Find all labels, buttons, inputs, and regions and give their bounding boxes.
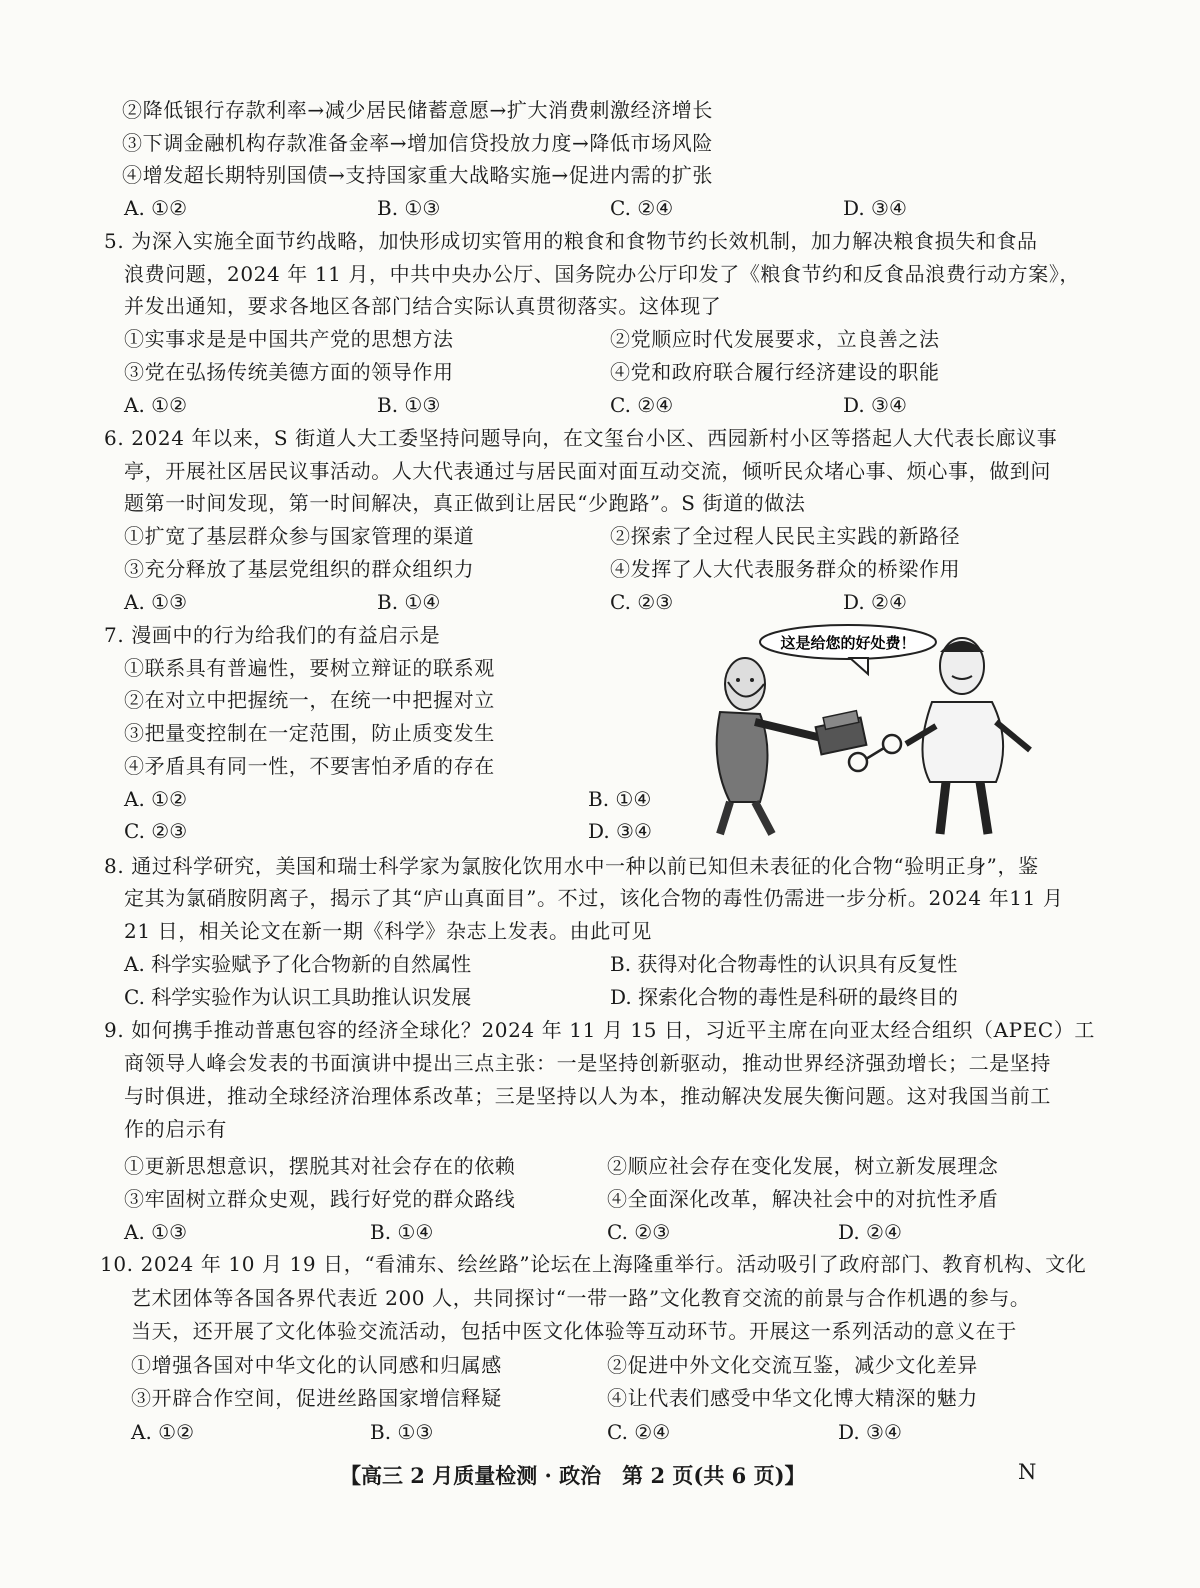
q7-statement-1: ①联系具有普遍性，要树立辩证的联系观 bbox=[124, 656, 495, 680]
q6-option-a[interactable]: A. ①③ bbox=[124, 590, 188, 614]
q5-statement-4: ④党和政府联合履行经济建设的职能 bbox=[610, 360, 940, 384]
q10-option-c[interactable]: C. ②④ bbox=[607, 1420, 671, 1444]
q6-stem-line-1: 6. 2024 年以来，S 街道人大工委坚持问题导向，在文玺台小区、西园新村小区等搭起人大代表长廊议事 bbox=[104, 426, 1058, 450]
q9-stem-line-4: 作的启示有 bbox=[124, 1117, 227, 1141]
q5-stem-line-2: 浪费问题，2024 年 11 月，中共中央办公厅、国务院办公厅印发了《粮食节约和反食品浪费行动方案》， bbox=[124, 262, 1081, 286]
q6-option-b[interactable]: B. ①④ bbox=[377, 590, 441, 614]
q4-statement-4: ④增发超长期特别国债→支持国家重大战略实施→促进内需的扩张 bbox=[122, 163, 713, 187]
q6-statement-3: ③充分释放了基层党组织的群众组织力 bbox=[124, 557, 475, 581]
page-footer: 【高三 2 月质量检测 · 政治 第 2 页(共 6 页)】 bbox=[340, 1463, 806, 1488]
q7-option-c[interactable]: C. ②③ bbox=[124, 819, 188, 843]
q5-option-a[interactable]: A. ①② bbox=[124, 393, 188, 417]
q10-statement-2: ②促进中外文化交流互鉴，减少文化差异 bbox=[607, 1353, 978, 1377]
q6-statement-2: ②探索了全过程人民民主实践的新路径 bbox=[610, 524, 961, 548]
q5-stem-line-1: 5. 为深入实施全面节约战略，加快形成切实管用的粮食和食物节约长效机制，加力解决粮食损失和食品 bbox=[104, 229, 1038, 253]
q7-option-a[interactable]: A. ①② bbox=[124, 787, 188, 811]
q7-option-b[interactable]: B. ①④ bbox=[588, 787, 652, 811]
q6-statement-1: ①扩宽了基层群众参与国家管理的渠道 bbox=[124, 524, 475, 548]
q10-stem-line-3: 当天，还开展了文化体验交流活动，包括中医文化体验等互动环节。开展这一系列活动的意义在于 bbox=[131, 1319, 1017, 1343]
q9-statement-4: ④全面深化改革，解决社会中的对抗性矛盾 bbox=[607, 1187, 999, 1211]
q9-statement-1: ①更新思想意识，摆脱其对社会存在的依赖 bbox=[124, 1154, 516, 1178]
briber-figure bbox=[717, 658, 830, 834]
q5-stem-line-3: 并发出通知，要求各地区各部门结合实际认真贯彻落实。这体现了 bbox=[124, 294, 722, 318]
q9-option-b[interactable]: B. ①④ bbox=[370, 1220, 434, 1244]
q10-statement-4: ④让代表们感受中华文化博大精深的魅力 bbox=[607, 1386, 978, 1410]
q5-option-d[interactable]: D. ③④ bbox=[843, 393, 907, 417]
version-mark: N bbox=[1018, 1460, 1037, 1484]
q6-option-d[interactable]: D. ②④ bbox=[843, 590, 907, 614]
q9-statement-3: ③牢固树立群众史观，践行好党的群众路线 bbox=[124, 1187, 516, 1211]
q8-stem-line-1: 8. 通过科学研究，美国和瑞士科学家为氯胺化饮用水中一种以前已知但未表征的化合物“验明正身”，鉴 bbox=[104, 854, 1039, 878]
q5-statement-1: ①实事求是是中国共产党的思想方法 bbox=[124, 327, 454, 351]
q8-option-d[interactable]: D. 探索化合物的毒性是科研的最终目的 bbox=[610, 985, 959, 1009]
q9-statement-2: ②顺应社会存在变化发展，树立新发展理念 bbox=[607, 1154, 999, 1178]
q9-stem-line-1: 9. 如何携手推动普惠包容的经济全球化？2024 年 11 月 15 日，习近平主席在向亚太经合组织（APEC）工 bbox=[104, 1018, 1096, 1042]
q5-option-c[interactable]: C. ②④ bbox=[610, 393, 674, 417]
q4-option-c[interactable]: C. ②④ bbox=[610, 196, 674, 220]
q10-option-b[interactable]: B. ①③ bbox=[370, 1420, 434, 1444]
q9-stem-line-3: 与时俱进，推动全球经济治理体系改革；三是坚持以人为本，推动解决发展失衡问题。这对我国当前工 bbox=[124, 1084, 1051, 1108]
cartoon-illustration bbox=[700, 622, 1050, 837]
q8-option-b[interactable]: B. 获得对化合物毒性的认识具有反复性 bbox=[610, 952, 958, 976]
q6-stem-line-3: 题第一时间发现，第一时间解决，真正做到让居民“少跑路”。S 街道的做法 bbox=[124, 491, 806, 515]
q4-statement-2: ②降低银行存款利率→减少居民储蓄意愿→扩大消费刺激经济增长 bbox=[122, 98, 713, 122]
q7-statement-2: ②在对立中把握统一，在统一中把握对立 bbox=[124, 688, 495, 712]
q10-statement-1: ①增强各国对中华文化的认同感和归属感 bbox=[131, 1353, 502, 1377]
q10-option-a[interactable]: A. ①② bbox=[131, 1420, 195, 1444]
q4-option-a[interactable]: A. ①② bbox=[124, 196, 188, 220]
q5-statement-2: ②党顺应时代发展要求，立良善之法 bbox=[610, 327, 940, 351]
q5-option-b[interactable]: B. ①③ bbox=[377, 393, 441, 417]
speech-bubble-text: 这是给您的好处费！ bbox=[780, 634, 916, 652]
q9-option-d[interactable]: D. ②④ bbox=[838, 1220, 902, 1244]
q10-stem-line-1: 10. 2024 年 10 月 19 日，“看浦东、绘丝路”论坛在上海隆重举行。活动吸引了政府部门、教育机构、文化 bbox=[100, 1252, 1087, 1276]
q7-stem-line-1: 7. 漫画中的行为给我们的有益启示是 bbox=[104, 623, 441, 647]
q6-stem-line-2: 亭，开展社区居民议事活动。人大代表通过与居民面对面互动交流，倾听民众堵心事、烦心事，做到问 bbox=[124, 459, 1051, 483]
q9-option-a[interactable]: A. ①③ bbox=[124, 1220, 188, 1244]
q8-stem-line-2: 定其为氯硝胺阴离子，揭示了其“庐山真面目”。不过，该化合物的毒性仍需进一步分析。2024 年11 月 bbox=[124, 886, 1064, 910]
q7-statement-4: ④矛盾具有同一性，不要害怕矛盾的存在 bbox=[124, 754, 495, 778]
q7-statement-3: ③把量变控制在一定范围，防止质变发生 bbox=[124, 721, 495, 745]
q4-option-d[interactable]: D. ③④ bbox=[843, 196, 907, 220]
q7-option-d[interactable]: D. ③④ bbox=[588, 819, 652, 843]
q8-stem-line-3: 21 日，相关论文在新一期《科学》杂志上发表。由此可见 bbox=[124, 919, 653, 943]
q9-stem-line-2: 商领导人峰会发表的书面演讲中提出三点主张：一是坚持创新驱动，推动世界经济强劲增长；二是坚持 bbox=[124, 1051, 1051, 1075]
q4-statement-3: ③下调金融机构存款准备金率→增加信贷投放力度→降低市场风险 bbox=[122, 131, 713, 155]
q10-stem-line-2: 艺术团体等各国各界代表近 200 人，共同探讨“一带一路”文化教育交流的前景与合作机遇的参与。 bbox=[131, 1286, 1031, 1310]
q4-option-b[interactable]: B. ①③ bbox=[377, 196, 441, 220]
q5-statement-3: ③党在弘扬传统美德方面的领导作用 bbox=[124, 360, 454, 384]
q10-statement-3: ③开辟合作空间，促进丝路国家增信释疑 bbox=[131, 1386, 502, 1410]
q6-option-c[interactable]: C. ②③ bbox=[610, 590, 674, 614]
q10-option-d[interactable]: D. ③④ bbox=[838, 1420, 902, 1444]
q9-option-c[interactable]: C. ②③ bbox=[607, 1220, 671, 1244]
official-figure bbox=[906, 638, 1030, 834]
q8-option-a[interactable]: A. 科学实验赋予了化合物新的自然属性 bbox=[124, 952, 472, 976]
q8-option-c[interactable]: C. 科学实验作为认识工具助推认识发展 bbox=[124, 985, 472, 1009]
q6-statement-4: ④发挥了人大代表服务群众的桥梁作用 bbox=[610, 557, 961, 581]
